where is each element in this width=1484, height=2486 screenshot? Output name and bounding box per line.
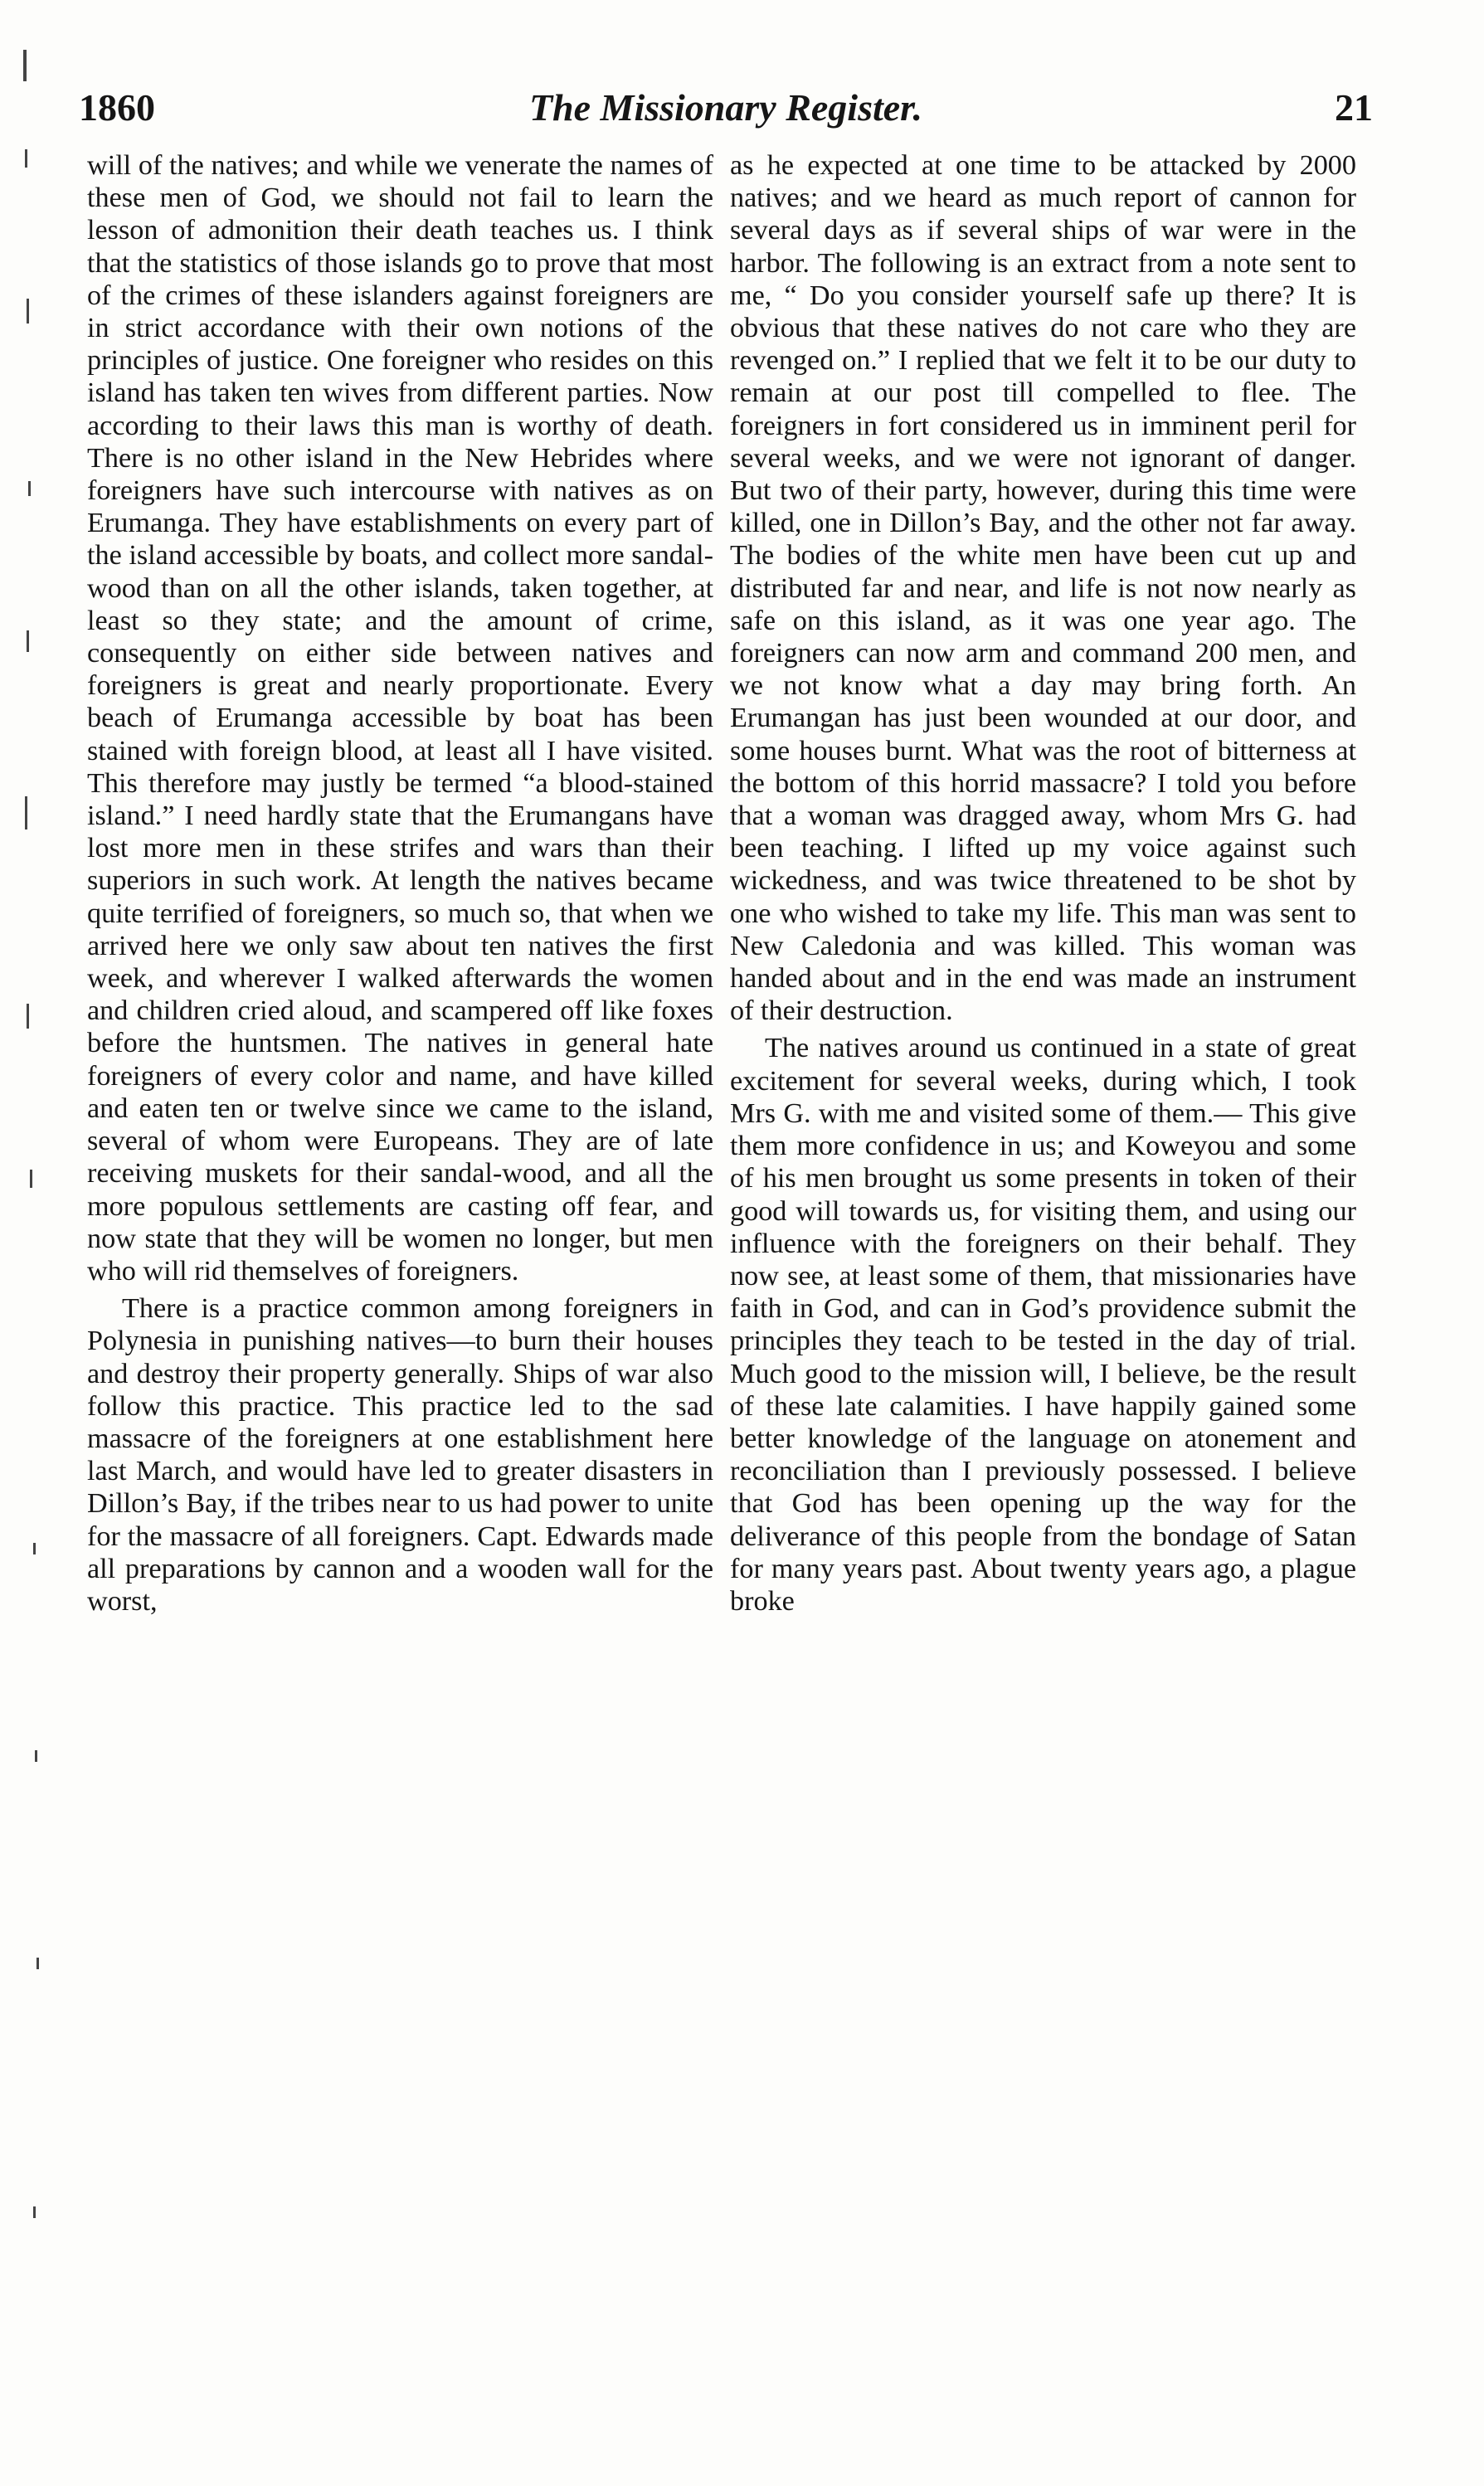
right-paragraph-1: as he expected at one time to be attacked by 2000 natives; and we heard as much report of cannon for several days as if several ships of war were in the harbor. The following is an extract from a note sent to me, “ Do you consider yourself safe up there? It is obvious that these natives do not care who they are revenged on.” I replied that we felt it to be our duty to remain at our post till compelled to flee. The foreigners in fort considered us in imminent peril for several weeks, and we were not ignorant of danger. But two of their party, however, during this time were killed, one in Dillon’s Bay, and the other not far away. The bodies of the white men have been cut up and distributed far and near, and life is not now nearly as safe on this island, as it was one year ago. The foreigners can now arm and command 200 men, and we not know what a day may bring forth. An Erumangan has just been wounded at our door, and some houses burnt. What was the root of bitterness at the bottom of this horrid massacre? I told you before that a woman was dragged away, whom Mrs G. had been teaching. I lifted up my voice against such wickedness, and was twice threatened to be shot by one who wished to take my life. This man was sent to New Caledonia and was killed. This woman was handed about and in the end was made an instrument of their destruction.: [730, 150, 1356, 1027]
right-column: [730, 149, 1356, 1618]
left-column: [87, 149, 713, 1618]
left-paragraph-2: There is a practice common among foreigners in Polynesia in punishing natives—to burn their houses and destroy their property generally. Ships of war also follow this practice. This practice led to the sad massacre of the foreigners at one establishment here last March, and would have led to greater disasters in Dillon’s Bay, if the tribes near to us had power to unite for the massacre of all foreigners. Capt. Edwards made all preparations by cannon and a wooden wall for the worst,: [87, 1293, 713, 1617]
page-number: 21: [1335, 86, 1373, 129]
left-paragraph-1: will of the natives; and while we venerate the names of these men of God, we should not fail to learn the lesson of admonition their death teaches us. I think that the statistics of those islands go to prove that most of the crimes of these islanders against foreigners are in strict accordance with their own notions of the principles of justice. One foreigner who resides on this island has taken ten wives from different parties. Now according to their laws this man is worthy of death. There is no other island in the New Hebrides where foreigners have such intercourse with natives as on Erumanga. They have establishments on every part of the island accessible by boats, and collect more sandal-wood than on all the other islands, taken together, at least so they state; and the amount of crime, consequently on either side between natives and foreigners is great and nearly proportionate. Every beach of Erumanga accessible by boat has been stained with foreign blood, at least all I have visited. This therefore may justly be termed “a blood-stained island.” I need hardly state that the Erumangans have lost more men in these strifes and wars than their superiors in such work. At length the natives became quite terrified of foreigners, so much so, that when we arrived here we only saw about ten natives the first week, and wherever I walked afterwards the women and children cried aloud, and scampered off like foxes before the huntsmen. The natives in general hate foreigners of every color and name, and have killed and eaten ten or twelve since we came to the island, several of whom were Europeans. They are of late receiving muskets for their sandal-wood, and all the more populous settlements are casting off fear, and now state that they will be women no longer, but men who will rid themselves of foreigners.: [87, 150, 713, 1287]
margin-scan-marks: [8, 50, 66, 2289]
right-paragraph-2: The natives around us continued in a state of great excitement for several weeks, during which, I took Mrs G. with me and visited some of them.— This give them more confidence in us; and Koweyou and some of his men brought us some presents in token of their good will towards us, for visiting them, and using our influence with the foreigners on their behalf. They now see, at least some of them, that missionaries have faith in God, and can in God’s providence submit the principles they teach to be tested in the day of trial. Much good to the mission will, I believe, be the result of these late calamities. I have happily gained some better knowledge of the language on atonement and reconciliation than I previously possessed. I believe that God has been opening up the way for the deliverance of this people from the bondage of Satan for many years past. About twenty years ago, a plague broke: [730, 1033, 1356, 1617]
running-header: [79, 79, 1373, 137]
header-year: 1860: [79, 86, 155, 129]
header-title: The Missionary Register.: [528, 86, 923, 129]
